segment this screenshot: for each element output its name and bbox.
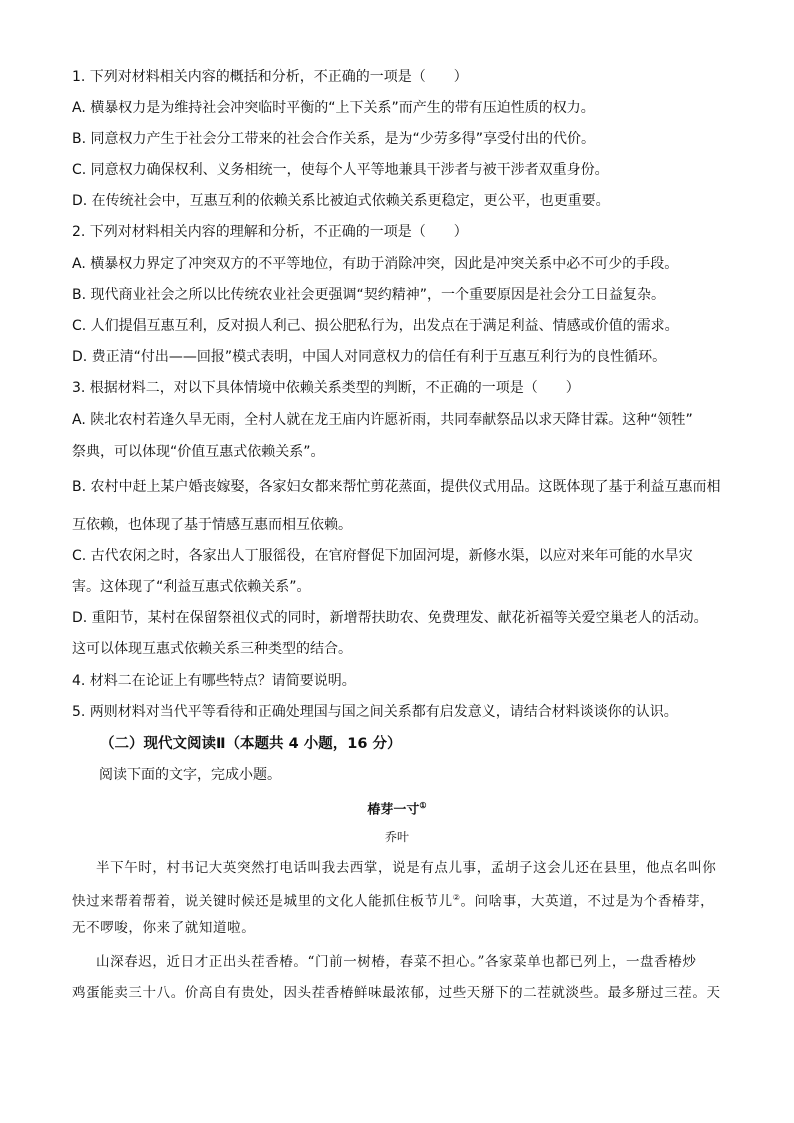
story-p1-line2-b: 。问啥事，大英道，不过是为个香椿芽， (460, 893, 715, 910)
story-title-text: 椿芽一寸 (367, 802, 420, 818)
story-p1-line1: 半下午时，村书记大英突然打电话叫我去西掌，说是有点儿事，孟胡子这会儿还在县里，他点名叫你 (96, 860, 717, 876)
question-3-option-c-line2: 害。这体现了“利益互惠式依赖关系”。 (72, 579, 311, 595)
story-title (0, 795, 794, 820)
question-3-option-c-line1: C. 古代农闲之时，各家出人丁服徭役，在官府督促下加固河堤，新修水渠，以应对来年可能的水旱灾 (72, 548, 693, 564)
story-title-footnote-marker: ① (419, 800, 427, 810)
question-3-option-d-line2: 这可以体现互惠式依赖关系三种类型的结合。 (72, 641, 352, 657)
section-instruction: 阅读下面的文字，完成小题。 (99, 767, 281, 783)
question-2-option-c: C. 人们提倡互惠互利，反对损人利己、损公肥私行为，出发点在于满足利益、情感或价值的需求。 (72, 318, 679, 334)
story-p2-line1: 山深春迟，近日才正出头茬香椿。“门前一树椿，春菜不担心。”各家菜单也都已列上，一盘香椿炒 (96, 954, 697, 970)
story-p1-line3: 无不啰唆，你来了就知道啦。 (72, 920, 256, 936)
question-4: 4. 材料二在论证上有哪些特点？请简要说明。 (72, 673, 356, 689)
question-3-option-b-line1: B. 农村中赶上某户婚丧嫁娶，各家妇女都来帮忙剪花蒸面，提供仪式用品。这既体现了基于利益互惠而相 (72, 479, 721, 495)
section-heading: （二）现代文阅读Ⅱ（本题共 4 小题，16 分） (100, 736, 402, 752)
question-5: 5. 两则材料对当代平等看待和正确处理国与国之间关系都有启发意义，请结合材料谈谈你的认识。 (72, 704, 678, 720)
story-p1-line2-a: 快过来帮着帮着，说关键时候还是城里的文化人能抓住板节儿 (72, 893, 453, 910)
question-3-stem: 3. 根据材料二，对以下具体情境中依赖关系类型的判断，不正确的一项是（ ） (72, 380, 580, 396)
question-2-option-d: D. 费正清“付出——回报”模式表明，中国人对同意权力的信任有利于互惠互利行为的良性循环。 (72, 349, 667, 365)
question-3-option-b-line2: 互依赖，也体现了基于情感互惠而相互依赖。 (72, 517, 352, 533)
story-p2-line2: 鸡蛋能卖三十八。价高自有贵处，因头茬香椿鲜味最浓郁，过些天掰下的二茬就淡些。最多掰过三茬。天 (72, 985, 721, 1001)
question-1-option-a: A. 横暴权力是为维持社会冲突临时平衡的“上下关系”而产生的带有压迫性质的权力。 (72, 100, 595, 116)
question-2-option-a: A. 横暴权力界定了冲突双方的不平等地位，有助于消除冲突，因此是冲突关系中必不可少的手段。 (72, 256, 679, 272)
question-1-stem: 1. 下列对材料相关内容的概括和分析，不正确的一项是（ ） (72, 69, 468, 85)
question-2-stem: 2. 下列对材料相关内容的理解和分析，不正确的一项是（ ） (72, 224, 468, 240)
story-author: 乔叶 (384, 830, 409, 844)
question-3-option-a-line2: 祭典，可以体现“价值互惠式依赖关系”。 (72, 444, 325, 460)
question-3-option-a-line1: A. 陕北农村若逢久旱无雨，全村人就在龙王庙内许愿祈雨，共同奉献祭品以求天降甘霖。这种“领牲” (72, 412, 693, 428)
question-3-option-d-line1: D. 重阳节，某村在保留祭祖仪式的同时，新增帮扶助农、免费理发、献花祈福等关爱空巢老人的活动。 (72, 610, 708, 626)
story-p1-line2 (72, 888, 714, 912)
question-1-option-c: C. 同意权力确保权利、义务相统一，使每个人平等地兼具干涉者与被干涉者双重身份。 (72, 162, 609, 178)
story-footnote-marker: ② (452, 893, 461, 902)
question-1-option-d: D. 在传统社会中，互惠互利的依赖关系比被迫式依赖关系更稳定，更公平，也更重要。 (72, 193, 610, 209)
question-1-option-b: B. 同意权力产生于社会分工带来的社会合作关系，是为“少劳多得”享受付出的代价。 (72, 131, 596, 147)
question-2-option-b: B. 现代商业社会之所以比传统农业社会更强调“契约精神”，一个重要原因是社会分工日益复杂。 (72, 287, 666, 303)
